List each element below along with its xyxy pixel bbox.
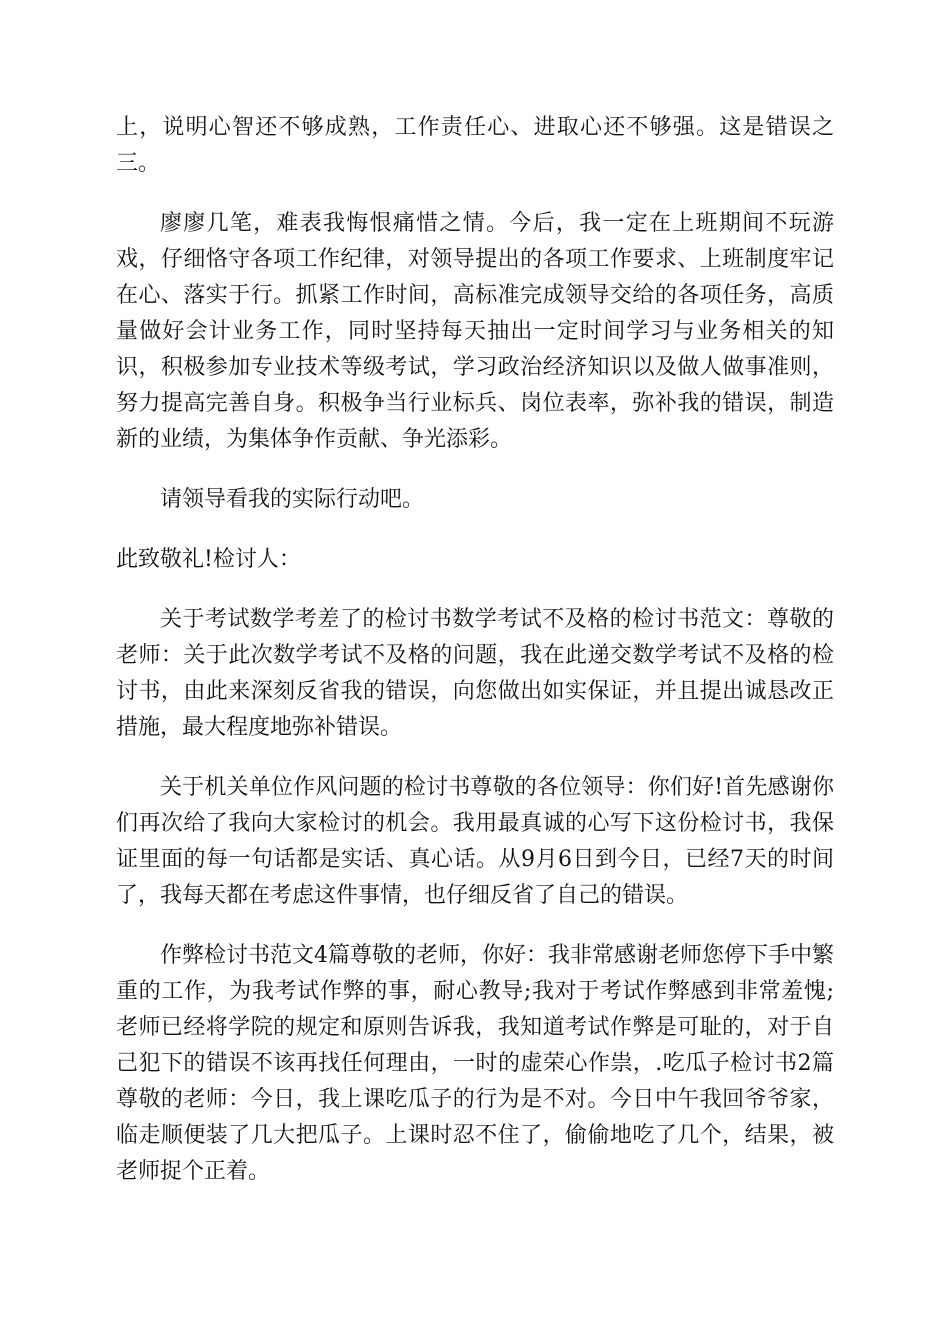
paragraph-math-exam: 关于考试数学考差了的检讨书数学考试不及格的检讨书范文：尊敬的老师：关于此次数学考试不及格的问题，我在此递交数学考试不及格的检讨书，由此来深刻反省我的错误，向您做出如实保证，并且提出诚恳改正措施，最大程度地弥补错误。 <box>116 607 834 740</box>
paragraph-work-style: 关于机关单位作风问题的检讨书尊敬的各位领导：你们好!首先感谢你们再次给了我向大家检讨的机会。我用最真诚的心写下这份检讨书，我保证里面的每一句话都是实话、真心话。从9月6日到今日，已经7天的时间了，我每天都在考虑这件事情，也仔细反省了自己的错误。 <box>116 775 834 908</box>
paragraph-request: 请领导看我的实际行动吧。 <box>160 487 425 512</box>
paragraph-closing: 此致敬礼!检讨人： <box>116 547 301 572</box>
paragraph-cheating: 作弊检讨书范文4篇尊敬的老师，你好：我非常感谢老师您停下手中繁重的工作，为我考试作弊的事，耐心教导;我对于考试作弊感到非常羞愧;老师已经将学院的规定和原则告诉我，我知道考试作弊是可耻的，对于自己犯下的错误不该再找任何理由，一时的虚荣心作祟，.吃瓜子检讨书2篇尊敬的老师：今日，我上课吃瓜子的行为是不对。今日中午我回爷爷家，临走顺便装了几大把瓜子。上课时忍不住了，偷偷地吃了几个，结果，被老师捉个正着。 <box>116 943 834 1184</box>
document-page <box>116 110 834 1214</box>
paragraph-continuation: 上，说明心智还不够成熟，工作责任心、进取心还不够强。这是错误之三。 <box>116 115 834 176</box>
paragraph-regret-pledge: 廖廖几笔，难表我悔恨痛惜之情。今后，我一定在上班期间不玩游戏，仔细恪守各项工作纪律，对领导提出的各项工作要求、上班制度牢记在心、落实于行。抓紧工作时间，高标准完成领导交给的各项任务，高质量做好会计业务工作，同时坚持每天抽出一定时间学习与业务相关的知识，积极参加专业技术等级考试，学习政治经济知识以及做人做事准则，努力提高完善自身。积极争当行业标兵、岗位表率，弥补我的错误，制造新的业绩，为集体争作贡献、争光添彩。 <box>116 211 834 452</box>
